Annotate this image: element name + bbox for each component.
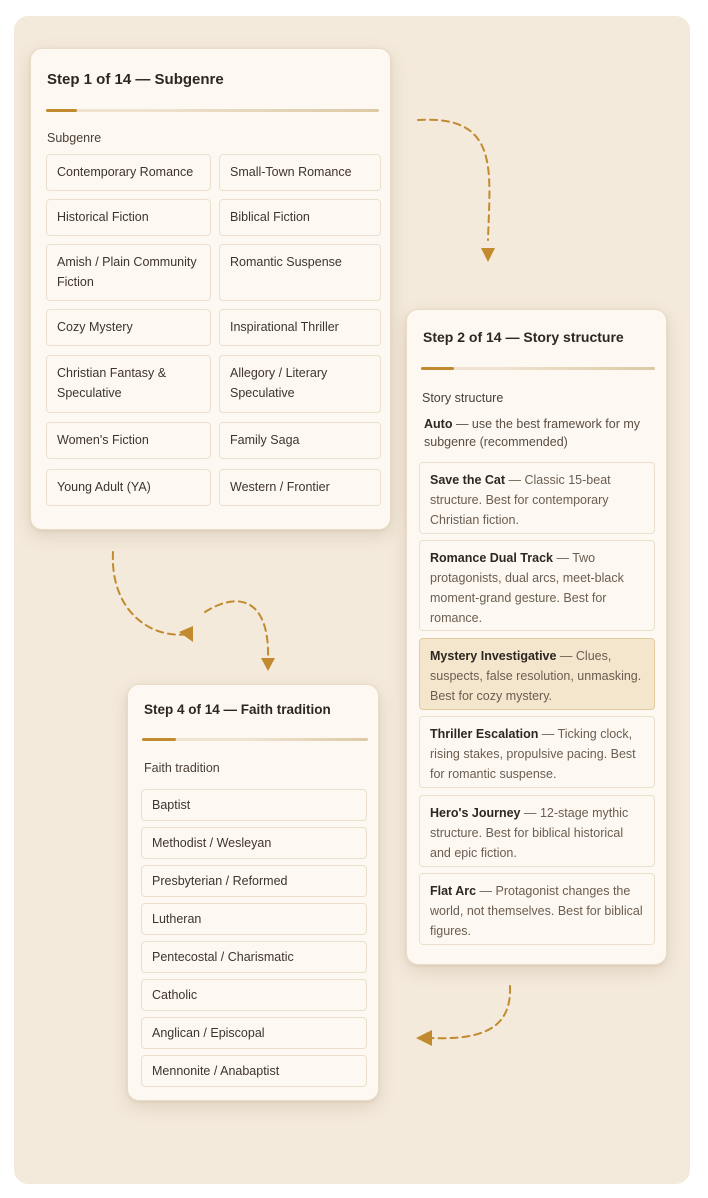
auto-desc: — use the best framework for my subgenre (recommended) xyxy=(424,417,641,449)
structure-auto-option[interactable] xyxy=(424,415,652,451)
step1-progress-bar xyxy=(46,109,379,112)
step4-progress-fill xyxy=(142,738,176,741)
subgenre-option[interactable]: Women's Fiction xyxy=(46,422,211,459)
structure-option[interactable]: Flat Arc — Protagonist changes the world, not themselves. Best for biblical figures. xyxy=(419,873,655,945)
faith-option[interactable]: Mennonite / Anabaptist xyxy=(141,1055,367,1087)
faith-option[interactable]: Anglican / Episcopal xyxy=(141,1017,367,1049)
step2-progress-bar xyxy=(421,367,655,370)
faith-option[interactable]: Methodist / Wesleyan xyxy=(141,827,367,859)
structure-option[interactable]: Hero's Journey — 12-stage mythic structure. Best for biblical historical and epic fiction. xyxy=(419,795,655,867)
subgenre-option[interactable]: Young Adult (YA) xyxy=(46,469,211,506)
arrowhead-step4-b xyxy=(261,658,275,671)
structure-option-selected[interactable]: Mystery Investigative — Clues, suspects, false resolution, unmasking. Best for cozy mystery. xyxy=(419,638,655,710)
arrow-step2-to-next xyxy=(430,986,510,1038)
subgenre-option[interactable]: Family Saga xyxy=(219,422,381,459)
subgenre-option[interactable]: Allegory / Literary Speculative xyxy=(219,355,381,413)
subgenre-option[interactable]: Romantic Suspense xyxy=(219,244,381,301)
step2-progress-fill xyxy=(421,367,454,370)
subgenre-option[interactable]: Christian Fantasy & Speculative xyxy=(46,355,211,413)
subgenre-option[interactable]: Historical Fiction xyxy=(46,199,211,236)
subgenre-option[interactable]: Contemporary Romance xyxy=(46,154,211,191)
arrowhead-step2 xyxy=(481,248,495,262)
faith-option[interactable]: Baptist xyxy=(141,789,367,821)
structure-option[interactable]: Romance Dual Track — Two protagonists, dual arcs, meet-black moment-grand gesture. Best for romance. xyxy=(419,540,655,631)
subgenre-option[interactable]: Biblical Fiction xyxy=(219,199,381,236)
subgenre-option[interactable]: Inspirational Thriller xyxy=(219,309,381,346)
structure-option[interactable]: Save the Cat — Classic 15-beat structure. Best for contemporary Christian fiction. xyxy=(419,462,655,534)
step1-label: Subgenre xyxy=(47,131,102,145)
step2-card xyxy=(406,309,667,965)
arrow-step1-to-step2 xyxy=(418,120,489,240)
faith-option[interactable]: Lutheran xyxy=(141,903,367,935)
structure-option[interactable]: Thriller Escalation — Ticking clock, rising stakes, propulsive pacing. Best for romantic suspense. xyxy=(419,716,655,788)
faith-option[interactable]: Presbyterian / Reformed xyxy=(141,865,367,897)
subgenre-option[interactable]: Cozy Mystery xyxy=(46,309,211,346)
step1-card xyxy=(30,48,391,530)
subgenre-option[interactable]: Small-Town Romance xyxy=(219,154,381,191)
step2-label: Story structure xyxy=(422,391,504,405)
arrowhead-next xyxy=(416,1030,432,1046)
arrow-step1-to-step4-a xyxy=(113,552,190,635)
step1-progress-fill xyxy=(46,109,77,112)
step4-progress-bar xyxy=(142,738,368,741)
step4-label: Faith tradition xyxy=(144,761,220,775)
auto-name: Auto xyxy=(424,417,453,431)
step2-title: Step 2 of 14 — Story structure xyxy=(423,329,624,345)
step4-card xyxy=(127,684,379,1101)
arrow-step1-to-step4-b xyxy=(205,601,268,660)
subgenre-option[interactable]: Western / Frontier xyxy=(219,469,381,506)
faith-option[interactable]: Catholic xyxy=(141,979,367,1011)
subgenre-option[interactable]: Amish / Plain Community Fiction xyxy=(46,244,211,301)
faith-option[interactable]: Pentecostal / Charismatic xyxy=(141,941,367,973)
step4-title: Step 4 of 14 — Faith tradition xyxy=(144,702,331,717)
step1-title: Step 1 of 14 — Subgenre xyxy=(47,71,224,88)
